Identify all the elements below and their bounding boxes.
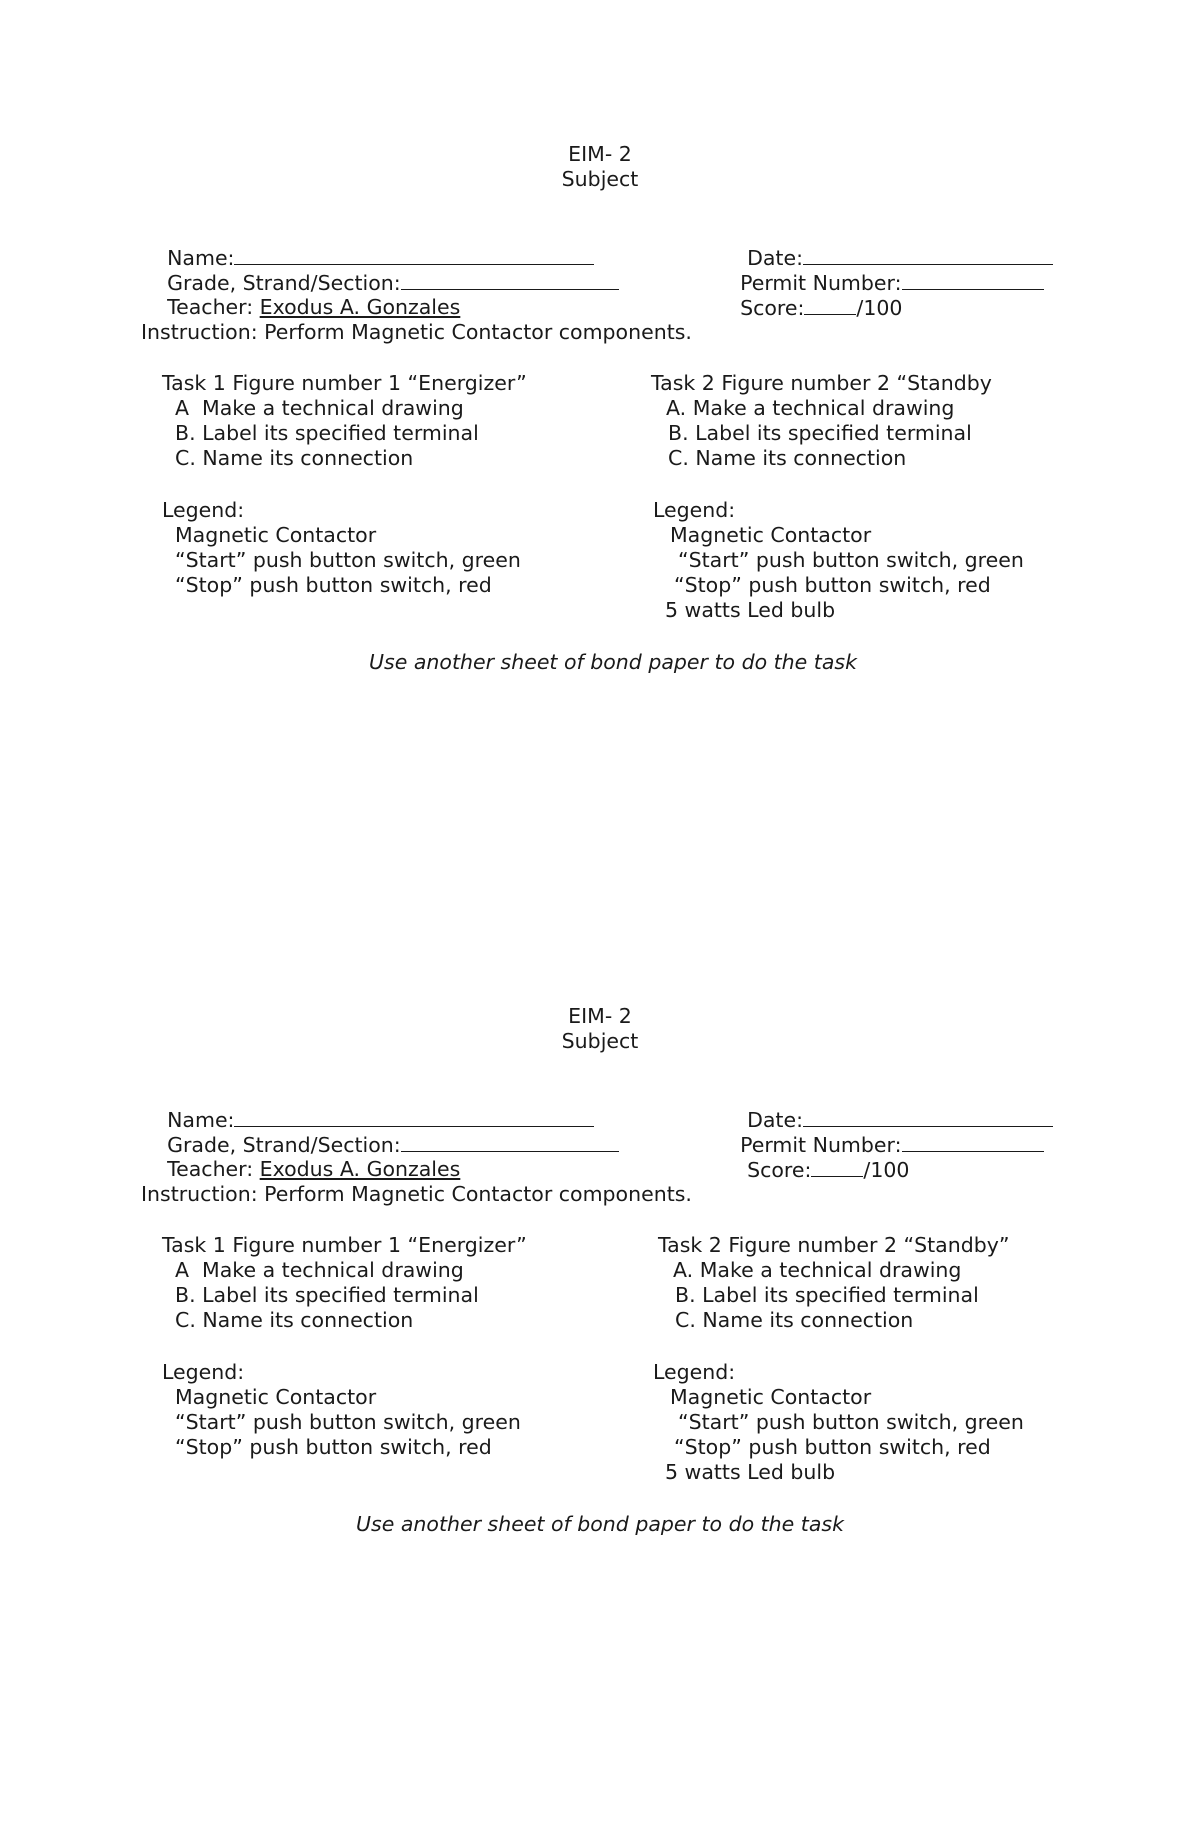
task1-item: C. Name its connection <box>175 1308 414 1332</box>
score-label: Score: <box>747 1157 812 1182</box>
teacher-name: Exodus A. Gonzales <box>259 294 461 319</box>
legend1-item: Magnetic Contactor <box>175 1385 377 1409</box>
name-label: Name: <box>167 245 235 270</box>
teacher-label: Teacher: <box>167 294 260 319</box>
legend2-item: “Stop” push button switch, red <box>674 1435 991 1459</box>
permit-blank[interactable] <box>902 1132 1044 1152</box>
date-label: Date: <box>747 245 803 270</box>
task2-item: B. Label its specified terminal <box>675 1283 979 1307</box>
task1-item: A Make a technical drawing <box>175 1258 464 1282</box>
footer-note: Use another sheet of bond paper to do the task <box>356 1512 844 1536</box>
course-code: EIM- 2 <box>568 1004 632 1028</box>
task2-item: A. Make a technical drawing <box>673 1258 962 1282</box>
task2-title: Task 2 Figure number 2 “Standby” <box>658 1233 1010 1257</box>
footer-note: Use another sheet of bond paper to do the task <box>369 650 857 674</box>
instruction-text: Instruction: Perform Magnetic Contactor components. <box>141 320 692 344</box>
legend2-item: 5 watts Led bulb <box>665 598 836 622</box>
legend1-title: Legend: <box>162 1360 245 1384</box>
score-blank[interactable] <box>804 295 856 315</box>
task2-title: Task 2 Figure number 2 “Standby <box>651 371 992 395</box>
score-label: Score: <box>740 295 805 320</box>
subject-title: Subject <box>561 167 639 191</box>
legend2-title: Legend: <box>653 1360 736 1384</box>
task2-item: B. Label its specified terminal <box>668 421 972 445</box>
grade-label: Grade, Strand/Section: <box>167 270 401 295</box>
legend1-title: Legend: <box>162 498 245 522</box>
task1-title: Task 1 Figure number 1 “Energizer” <box>162 371 527 395</box>
instruction-text: Instruction: Perform Magnetic Contactor components. <box>141 1182 692 1206</box>
worksheet-1 <box>0 0 1200 860</box>
permit-label: Permit Number: <box>740 270 902 295</box>
legend2-item: “Start” push button switch, green <box>678 1410 1024 1434</box>
permit-blank[interactable] <box>902 270 1044 290</box>
legend2-item: Magnetic Contactor <box>670 523 872 547</box>
legend2-item: “Stop” push button switch, red <box>674 573 991 597</box>
task1-title: Task 1 Figure number 1 “Energizer” <box>162 1233 527 1257</box>
teacher-label: Teacher: <box>167 1156 260 1181</box>
task2-item: C. Name its connection <box>675 1308 914 1332</box>
course-code: EIM- 2 <box>568 142 632 166</box>
date-label: Date: <box>747 1107 803 1132</box>
teacher-name: Exodus A. Gonzales <box>259 1156 461 1181</box>
score-field[interactable] <box>714 269 902 347</box>
legend2-item: 5 watts Led bulb <box>665 1460 836 1484</box>
legend2-item: Magnetic Contactor <box>670 1385 872 1409</box>
permit-label: Permit Number: <box>740 1132 902 1157</box>
task1-item: A Make a technical drawing <box>175 396 464 420</box>
worksheet-2 <box>0 860 1200 1720</box>
score-total: /100 <box>863 1157 910 1182</box>
grade-label: Grade, Strand/Section: <box>167 1132 401 1157</box>
legend1-item: “Start” push button switch, green <box>175 1410 521 1434</box>
score-total: /100 <box>856 295 903 320</box>
score-field[interactable] <box>721 1131 909 1209</box>
legend2-title: Legend: <box>653 498 736 522</box>
legend1-item: Magnetic Contactor <box>175 523 377 547</box>
legend1-item: “Start” push button switch, green <box>175 548 521 572</box>
score-blank[interactable] <box>811 1157 863 1177</box>
name-label: Name: <box>167 1107 235 1132</box>
legend1-item: “Stop” push button switch, red <box>175 1435 492 1459</box>
task1-item: B. Label its specified terminal <box>175 1283 479 1307</box>
task2-item: C. Name its connection <box>668 446 907 470</box>
task2-item: A. Make a technical drawing <box>666 396 955 420</box>
task1-item: C. Name its connection <box>175 446 414 470</box>
task1-item: B. Label its specified terminal <box>175 421 479 445</box>
legend1-item: “Stop” push button switch, red <box>175 573 492 597</box>
subject-title: Subject <box>561 1029 639 1053</box>
legend2-item: “Start” push button switch, green <box>678 548 1024 572</box>
